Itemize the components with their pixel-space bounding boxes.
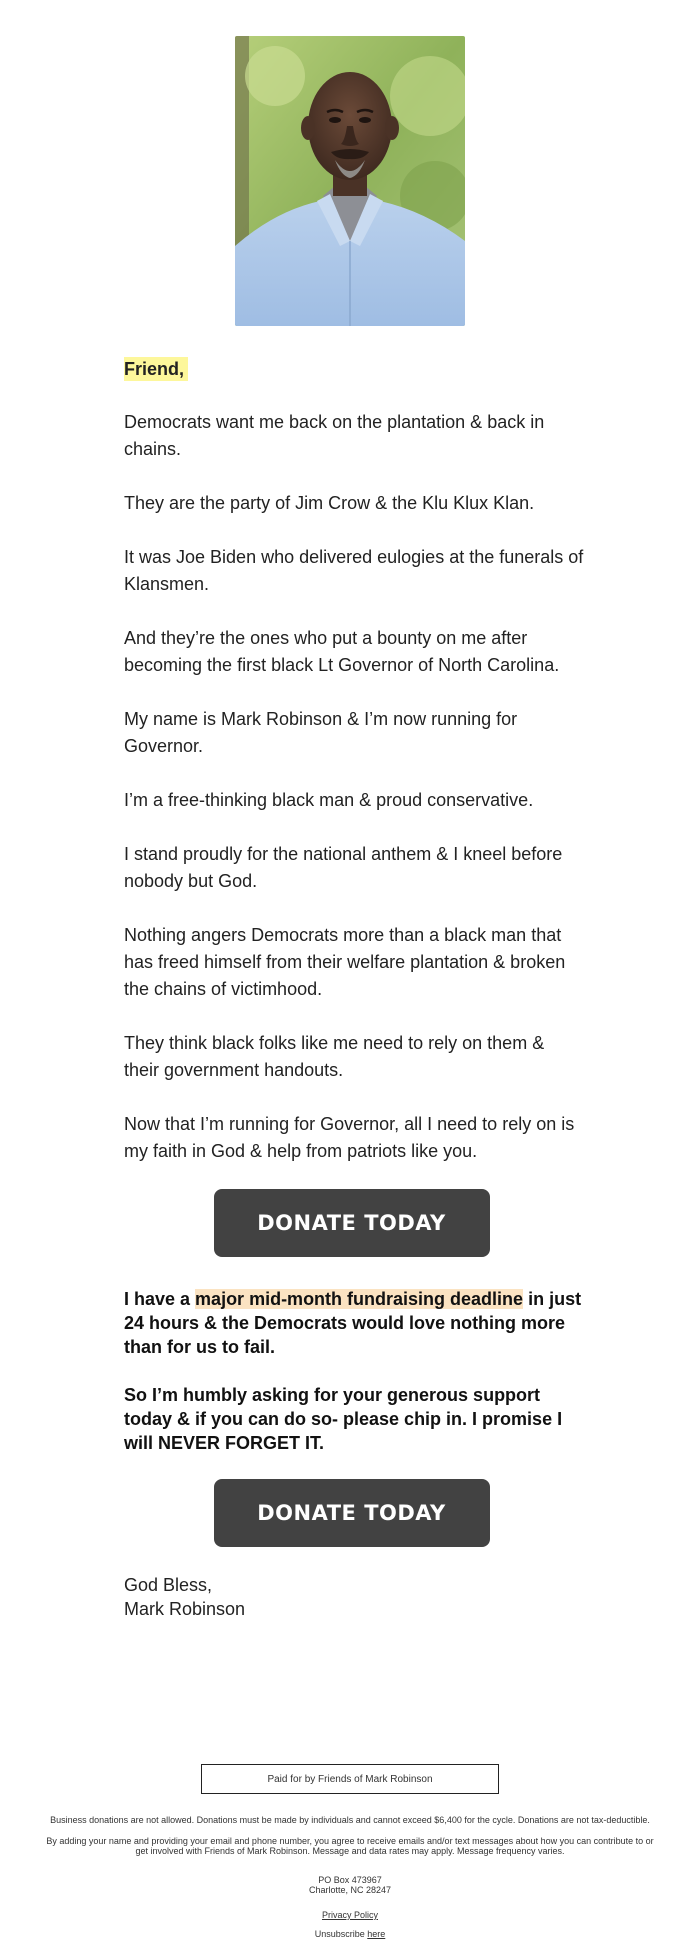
consent-disclaimer: By adding your name and providing your email and phone number, you agree to receive emails and/or text messages about how you can contribute to or get involved with Friends of Mark Robinson. Message and data rates may apply. Message frequency varies. bbox=[46, 1836, 654, 1856]
body-paragraph: I stand proudly for the national anthem & I kneel before nobody but God. bbox=[124, 844, 563, 891]
body-paragraph: It was Joe Biden who delivered eulogies at the funerals of Klansmen. bbox=[124, 547, 584, 594]
signoff-name: Mark Robinson bbox=[124, 1599, 246, 1619]
deadline-paragraph bbox=[124, 1287, 584, 1359]
body-paragraph: They are the party of Jim Crow & the Klu Klux Klan. bbox=[124, 493, 535, 513]
mailing-address bbox=[0, 1875, 700, 1895]
unsubscribe-row bbox=[0, 1929, 700, 1939]
donate-button-wrapper bbox=[124, 1189, 579, 1257]
donate-button-top[interactable]: DONATE TODAY bbox=[214, 1189, 490, 1257]
body-paragraph: My name is Mark Robinson & I’m now running for Governor. bbox=[124, 709, 518, 756]
deadline-text-after: in just 24 hours & the Democrats would love nothing more than for us to fail. bbox=[124, 1289, 582, 1357]
paid-for-box: Paid for by Friends of Mark Robinson bbox=[201, 1764, 499, 1794]
body-paragraph: They think black folks like me need to rely on them & their government handouts. bbox=[124, 1033, 545, 1080]
body-paragraph: Now that I’m running for Governor, all I need to rely on is my faith in God & help from patriots like you. bbox=[124, 1114, 575, 1161]
support-paragraph: So I’m humbly asking for your generous support today & if you can do so- please chip in. I promise I will NEVER FORGET IT. bbox=[124, 1385, 563, 1453]
donate-button-bottom[interactable]: DONATE TODAY bbox=[214, 1479, 490, 1547]
candidate-photo bbox=[235, 36, 465, 326]
deadline-highlight: major mid-month fundraising deadline bbox=[195, 1289, 524, 1309]
address-line: Charlotte, NC 28247 bbox=[308, 1885, 392, 1895]
body-paragraph: And they’re the ones who put a bounty on me after becoming the first black Lt Governor of North Carolina. bbox=[124, 628, 560, 675]
donation-disclaimer: Business donations are not allowed. Donations must be made by individuals and cannot exceed $6,400 for the cycle. Donations are not tax-deductible. bbox=[50, 1815, 650, 1825]
signoff bbox=[124, 1573, 584, 1621]
email-body bbox=[124, 356, 584, 1621]
privacy-policy-row bbox=[0, 1910, 700, 1920]
email-footer bbox=[0, 1764, 700, 1939]
donate-button-wrapper bbox=[124, 1479, 579, 1547]
unsubscribe-link[interactable]: here bbox=[367, 1929, 386, 1939]
privacy-policy-link[interactable]: Privacy Policy bbox=[321, 1910, 378, 1920]
address-line: PO Box 473967 bbox=[318, 1875, 382, 1885]
greeting bbox=[124, 356, 584, 383]
deadline-text-before: I have a bbox=[124, 1289, 196, 1309]
body-paragraph: Nothing angers Democrats more than a black man that has freed himself from their welfare plantation & broken the chains of victimhood. bbox=[124, 925, 566, 999]
signoff-line: God Bless, bbox=[124, 1575, 213, 1595]
unsubscribe-text: Unsubscribe bbox=[314, 1929, 368, 1939]
body-paragraph: I’m a free-thinking black man & proud conservative. bbox=[124, 790, 534, 810]
greeting-highlight: Friend, bbox=[124, 357, 188, 381]
body-paragraph: Democrats want me back on the plantation & back in chains. bbox=[124, 412, 545, 459]
